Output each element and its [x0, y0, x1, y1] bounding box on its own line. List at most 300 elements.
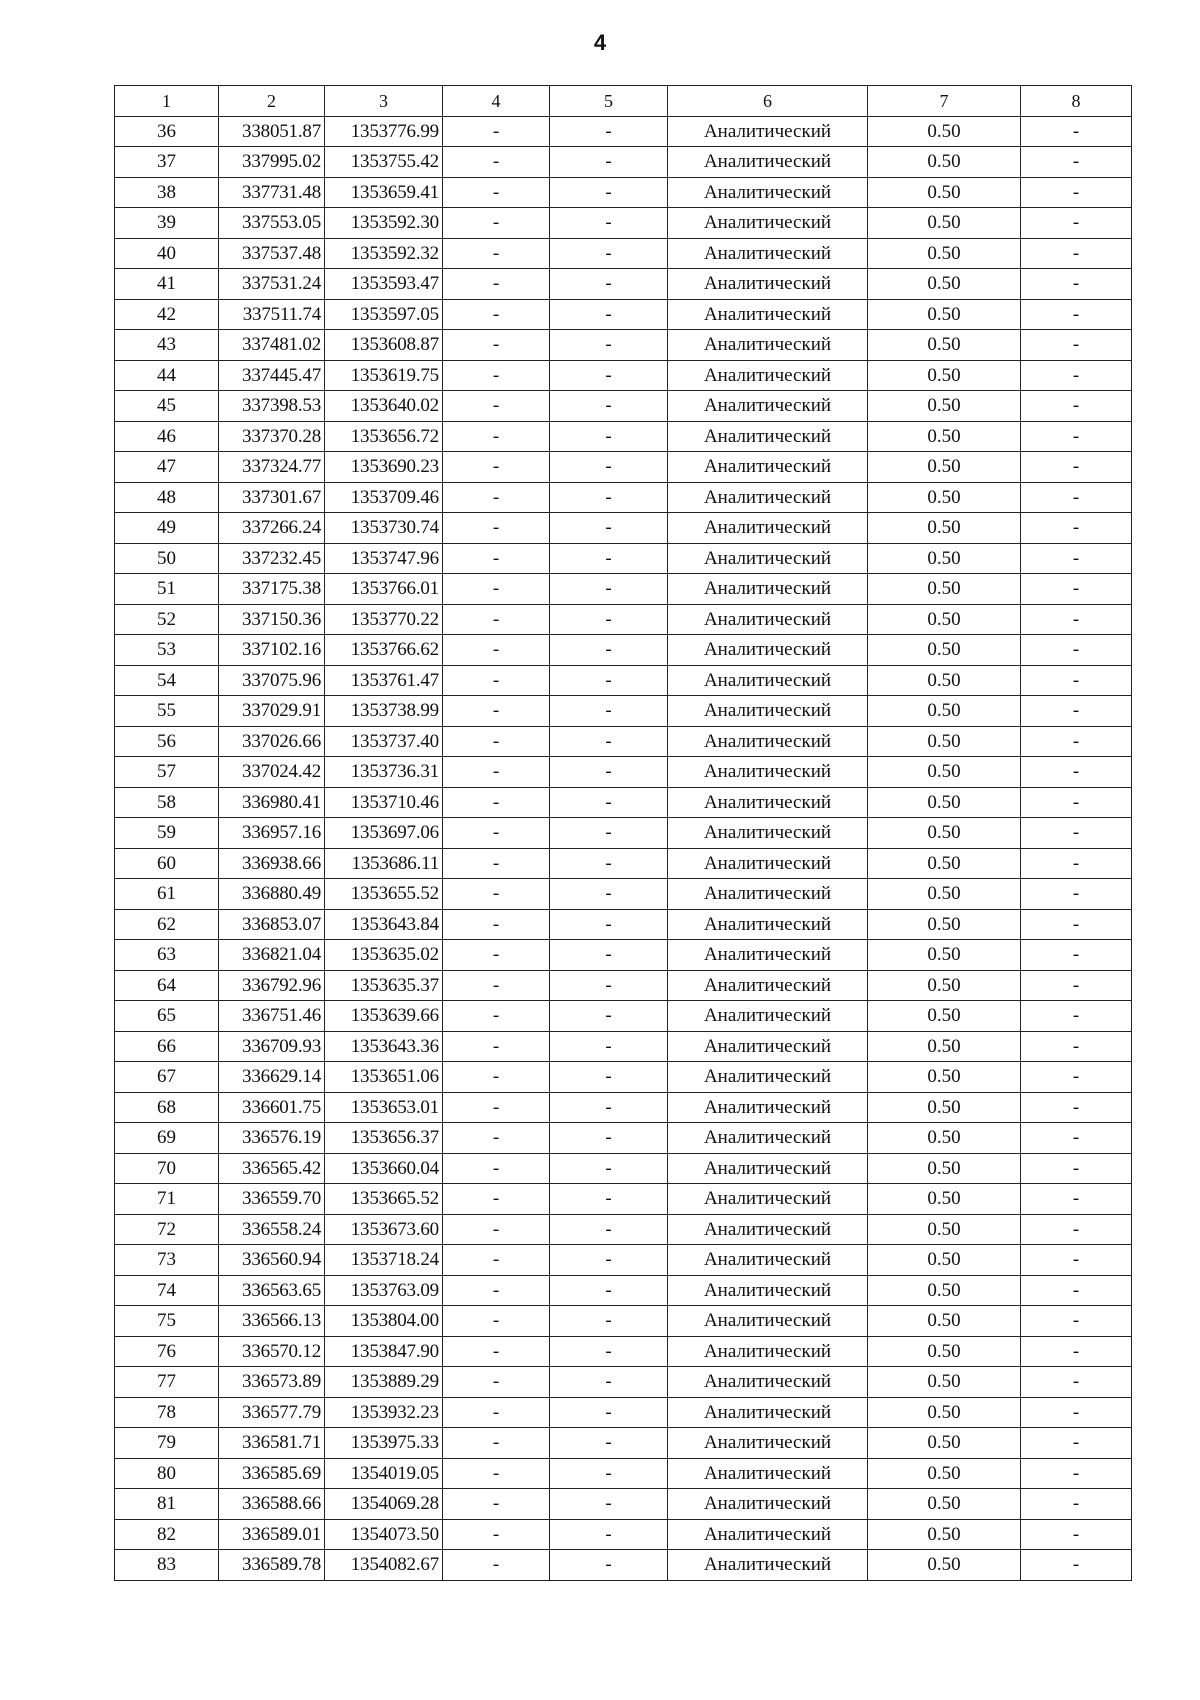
accuracy-cell: 0.50	[868, 1367, 1021, 1398]
column-5-cell: -	[550, 1092, 668, 1123]
method-cell: Аналитический	[668, 726, 868, 757]
table-row	[115, 635, 1132, 666]
x-coordinate-cell: 337537.48	[219, 238, 325, 269]
x-coordinate-cell: 336589.78	[219, 1550, 325, 1581]
column-8-cell: -	[1021, 421, 1132, 452]
column-8-cell: -	[1021, 848, 1132, 879]
table-row	[115, 482, 1132, 513]
point-number-cell: 57	[115, 757, 219, 788]
y-coordinate-cell: 1353686.11	[325, 848, 443, 879]
table-row	[115, 1153, 1132, 1184]
method-cell: Аналитический	[668, 970, 868, 1001]
y-coordinate-cell: 1353640.02	[325, 391, 443, 422]
table-row	[115, 147, 1132, 178]
column-8-cell: -	[1021, 269, 1132, 300]
table-row	[115, 1001, 1132, 1032]
x-coordinate-cell: 336588.66	[219, 1489, 325, 1520]
y-coordinate-cell: 1353889.29	[325, 1367, 443, 1398]
accuracy-cell: 0.50	[868, 1275, 1021, 1306]
accuracy-cell: 0.50	[868, 1092, 1021, 1123]
accuracy-cell: 0.50	[868, 1214, 1021, 1245]
column-8-cell: -	[1021, 360, 1132, 391]
method-cell: Аналитический	[668, 1184, 868, 1215]
point-number-cell: 61	[115, 879, 219, 910]
column-4-cell: -	[443, 543, 550, 574]
column-8-cell: -	[1021, 574, 1132, 605]
column-8-cell: -	[1021, 665, 1132, 696]
column-8-cell: -	[1021, 147, 1132, 178]
column-4-cell: -	[443, 1153, 550, 1184]
accuracy-cell: 0.50	[868, 452, 1021, 483]
column-8-cell: -	[1021, 696, 1132, 727]
x-coordinate-cell: 336880.49	[219, 879, 325, 910]
column-5-cell: -	[550, 574, 668, 605]
table-row	[115, 1489, 1132, 1520]
x-coordinate-cell: 337024.42	[219, 757, 325, 788]
table-row	[115, 1306, 1132, 1337]
column-4-cell: -	[443, 1489, 550, 1520]
column-5-cell: -	[550, 360, 668, 391]
x-coordinate-cell: 336980.41	[219, 787, 325, 818]
method-cell: Аналитический	[668, 1336, 868, 1367]
column-8-cell: -	[1021, 452, 1132, 483]
column-header: 1	[115, 86, 219, 117]
point-number-cell: 53	[115, 635, 219, 666]
y-coordinate-cell: 1353651.06	[325, 1062, 443, 1093]
accuracy-cell: 0.50	[868, 665, 1021, 696]
column-5-cell: -	[550, 1184, 668, 1215]
column-5-cell: -	[550, 299, 668, 330]
x-coordinate-cell: 336792.96	[219, 970, 325, 1001]
accuracy-cell: 0.50	[868, 726, 1021, 757]
y-coordinate-cell: 1353656.72	[325, 421, 443, 452]
point-number-cell: 74	[115, 1275, 219, 1306]
y-coordinate-cell: 1353730.74	[325, 513, 443, 544]
column-5-cell: -	[550, 1214, 668, 1245]
column-4-cell: -	[443, 1458, 550, 1489]
accuracy-cell: 0.50	[868, 116, 1021, 147]
column-5-cell: -	[550, 696, 668, 727]
column-4-cell: -	[443, 787, 550, 818]
column-8-cell: -	[1021, 1367, 1132, 1398]
column-8-cell: -	[1021, 177, 1132, 208]
column-5-cell: -	[550, 1306, 668, 1337]
y-coordinate-cell: 1353653.01	[325, 1092, 443, 1123]
y-coordinate-cell: 1353592.30	[325, 208, 443, 239]
column-5-cell: -	[550, 1489, 668, 1520]
column-5-cell: -	[550, 665, 668, 696]
point-number-cell: 39	[115, 208, 219, 239]
table-row	[115, 696, 1132, 727]
accuracy-cell: 0.50	[868, 1519, 1021, 1550]
x-coordinate-cell: 337266.24	[219, 513, 325, 544]
column-4-cell: -	[443, 177, 550, 208]
x-coordinate-cell: 336957.16	[219, 818, 325, 849]
column-4-cell: -	[443, 1031, 550, 1062]
y-coordinate-cell: 1353847.90	[325, 1336, 443, 1367]
method-cell: Аналитический	[668, 1214, 868, 1245]
column-5-cell: -	[550, 818, 668, 849]
column-header: 8	[1021, 86, 1132, 117]
column-8-cell: -	[1021, 299, 1132, 330]
column-8-cell: -	[1021, 1245, 1132, 1276]
column-5-cell: -	[550, 1336, 668, 1367]
column-5-cell: -	[550, 757, 668, 788]
column-5-cell: -	[550, 1367, 668, 1398]
point-number-cell: 83	[115, 1550, 219, 1581]
column-5-cell: -	[550, 1519, 668, 1550]
column-header: 7	[868, 86, 1021, 117]
column-8-cell: -	[1021, 757, 1132, 788]
point-number-cell: 68	[115, 1092, 219, 1123]
method-cell: Аналитический	[668, 1367, 868, 1398]
y-coordinate-cell: 1353932.23	[325, 1397, 443, 1428]
table-row	[115, 269, 1132, 300]
table-row	[115, 757, 1132, 788]
x-coordinate-cell: 336601.75	[219, 1092, 325, 1123]
point-number-cell: 59	[115, 818, 219, 849]
table-body	[115, 116, 1132, 1580]
column-8-cell: -	[1021, 1275, 1132, 1306]
column-4-cell: -	[443, 1123, 550, 1154]
point-number-cell: 80	[115, 1458, 219, 1489]
column-8-cell: -	[1021, 482, 1132, 513]
y-coordinate-cell: 1353643.36	[325, 1031, 443, 1062]
method-cell: Аналитический	[668, 177, 868, 208]
column-8-cell: -	[1021, 208, 1132, 239]
method-cell: Аналитический	[668, 604, 868, 635]
x-coordinate-cell: 336821.04	[219, 940, 325, 971]
column-5-cell: -	[550, 482, 668, 513]
accuracy-cell: 0.50	[868, 1428, 1021, 1459]
column-4-cell: -	[443, 1214, 550, 1245]
y-coordinate-cell: 1353718.24	[325, 1245, 443, 1276]
accuracy-cell: 0.50	[868, 421, 1021, 452]
column-4-cell: -	[443, 269, 550, 300]
x-coordinate-cell: 336589.01	[219, 1519, 325, 1550]
column-8-cell: -	[1021, 1550, 1132, 1581]
column-5-cell: -	[550, 208, 668, 239]
y-coordinate-cell: 1353766.62	[325, 635, 443, 666]
x-coordinate-cell: 337370.28	[219, 421, 325, 452]
column-5-cell: -	[550, 1031, 668, 1062]
point-number-cell: 82	[115, 1519, 219, 1550]
column-8-cell: -	[1021, 1184, 1132, 1215]
column-8-cell: -	[1021, 238, 1132, 269]
column-5-cell: -	[550, 177, 668, 208]
method-cell: Аналитический	[668, 696, 868, 727]
column-8-cell: -	[1021, 543, 1132, 574]
point-number-cell: 79	[115, 1428, 219, 1459]
column-5-cell: -	[550, 604, 668, 635]
method-cell: Аналитический	[668, 848, 868, 879]
table-header-row	[115, 86, 1132, 117]
method-cell: Аналитический	[668, 543, 868, 574]
table-row	[115, 787, 1132, 818]
accuracy-cell: 0.50	[868, 177, 1021, 208]
y-coordinate-cell: 1353643.84	[325, 909, 443, 940]
method-cell: Аналитический	[668, 879, 868, 910]
column-5-cell: -	[550, 1123, 668, 1154]
accuracy-cell: 0.50	[868, 330, 1021, 361]
column-4-cell: -	[443, 1550, 550, 1581]
column-5-cell: -	[550, 421, 668, 452]
point-number-cell: 43	[115, 330, 219, 361]
accuracy-cell: 0.50	[868, 574, 1021, 605]
column-4-cell: -	[443, 238, 550, 269]
accuracy-cell: 0.50	[868, 1458, 1021, 1489]
y-coordinate-cell: 1353755.42	[325, 147, 443, 178]
column-5-cell: -	[550, 1550, 668, 1581]
x-coordinate-cell: 336559.70	[219, 1184, 325, 1215]
x-coordinate-cell: 336585.69	[219, 1458, 325, 1489]
column-8-cell: -	[1021, 1123, 1132, 1154]
method-cell: Аналитический	[668, 818, 868, 849]
x-coordinate-cell: 338051.87	[219, 116, 325, 147]
table-row	[115, 452, 1132, 483]
column-8-cell: -	[1021, 1397, 1132, 1428]
accuracy-cell: 0.50	[868, 696, 1021, 727]
column-4-cell: -	[443, 909, 550, 940]
point-number-cell: 58	[115, 787, 219, 818]
table-row	[115, 391, 1132, 422]
column-4-cell: -	[443, 1184, 550, 1215]
column-4-cell: -	[443, 330, 550, 361]
x-coordinate-cell: 337531.24	[219, 269, 325, 300]
table-row	[115, 848, 1132, 879]
column-8-cell: -	[1021, 1428, 1132, 1459]
column-8-cell: -	[1021, 1489, 1132, 1520]
column-8-cell: -	[1021, 1336, 1132, 1367]
accuracy-cell: 0.50	[868, 1550, 1021, 1581]
y-coordinate-cell: 1353709.46	[325, 482, 443, 513]
method-cell: Аналитический	[668, 482, 868, 513]
column-8-cell: -	[1021, 726, 1132, 757]
y-coordinate-cell: 1353673.60	[325, 1214, 443, 1245]
column-8-cell: -	[1021, 1062, 1132, 1093]
table-row	[115, 1550, 1132, 1581]
table-row	[115, 299, 1132, 330]
x-coordinate-cell: 336570.12	[219, 1336, 325, 1367]
table-row	[115, 909, 1132, 940]
point-number-cell: 50	[115, 543, 219, 574]
accuracy-cell: 0.50	[868, 1184, 1021, 1215]
accuracy-cell: 0.50	[868, 940, 1021, 971]
point-number-cell: 64	[115, 970, 219, 1001]
column-4-cell: -	[443, 1428, 550, 1459]
y-coordinate-cell: 1353737.40	[325, 726, 443, 757]
y-coordinate-cell: 1353690.23	[325, 452, 443, 483]
method-cell: Аналитический	[668, 1428, 868, 1459]
column-4-cell: -	[443, 391, 550, 422]
column-4-cell: -	[443, 635, 550, 666]
point-number-cell: 71	[115, 1184, 219, 1215]
column-5-cell: -	[550, 330, 668, 361]
x-coordinate-cell: 337398.53	[219, 391, 325, 422]
column-8-cell: -	[1021, 909, 1132, 940]
method-cell: Аналитический	[668, 757, 868, 788]
x-coordinate-cell: 337075.96	[219, 665, 325, 696]
y-coordinate-cell: 1353619.75	[325, 360, 443, 391]
y-coordinate-cell: 1354019.05	[325, 1458, 443, 1489]
column-4-cell: -	[443, 147, 550, 178]
x-coordinate-cell: 337553.05	[219, 208, 325, 239]
table-row	[115, 1031, 1132, 1062]
y-coordinate-cell: 1353659.41	[325, 177, 443, 208]
coordinates-table	[114, 85, 1132, 1581]
table-row	[115, 1397, 1132, 1428]
column-5-cell: -	[550, 238, 668, 269]
column-4-cell: -	[443, 1062, 550, 1093]
x-coordinate-cell: 337232.45	[219, 543, 325, 574]
point-number-cell: 55	[115, 696, 219, 727]
column-header: 3	[325, 86, 443, 117]
y-coordinate-cell: 1353747.96	[325, 543, 443, 574]
method-cell: Аналитический	[668, 1092, 868, 1123]
table-row	[115, 726, 1132, 757]
method-cell: Аналитический	[668, 1519, 868, 1550]
accuracy-cell: 0.50	[868, 147, 1021, 178]
x-coordinate-cell: 336560.94	[219, 1245, 325, 1276]
point-number-cell: 38	[115, 177, 219, 208]
x-coordinate-cell: 337511.74	[219, 299, 325, 330]
y-coordinate-cell: 1353635.37	[325, 970, 443, 1001]
y-coordinate-cell: 1353761.47	[325, 665, 443, 696]
y-coordinate-cell: 1354082.67	[325, 1550, 443, 1581]
y-coordinate-cell: 1353776.99	[325, 116, 443, 147]
column-5-cell: -	[550, 726, 668, 757]
point-number-cell: 75	[115, 1306, 219, 1337]
column-5-cell: -	[550, 1001, 668, 1032]
method-cell: Аналитический	[668, 574, 868, 605]
table-row	[115, 1184, 1132, 1215]
column-8-cell: -	[1021, 940, 1132, 971]
x-coordinate-cell: 336573.89	[219, 1367, 325, 1398]
column-4-cell: -	[443, 1367, 550, 1398]
y-coordinate-cell: 1353975.33	[325, 1428, 443, 1459]
x-coordinate-cell: 336938.66	[219, 848, 325, 879]
x-coordinate-cell: 337324.77	[219, 452, 325, 483]
method-cell: Аналитический	[668, 1458, 868, 1489]
x-coordinate-cell: 336565.42	[219, 1153, 325, 1184]
table-row	[115, 604, 1132, 635]
accuracy-cell: 0.50	[868, 879, 1021, 910]
table-row	[115, 360, 1132, 391]
method-cell: Аналитический	[668, 391, 868, 422]
table-row	[115, 421, 1132, 452]
table-row	[115, 1428, 1132, 1459]
column-8-cell: -	[1021, 1001, 1132, 1032]
method-cell: Аналитический	[668, 635, 868, 666]
method-cell: Аналитический	[668, 452, 868, 483]
column-5-cell: -	[550, 147, 668, 178]
column-header: 6	[668, 86, 868, 117]
accuracy-cell: 0.50	[868, 818, 1021, 849]
point-number-cell: 54	[115, 665, 219, 696]
column-8-cell: -	[1021, 879, 1132, 910]
method-cell: Аналитический	[668, 238, 868, 269]
y-coordinate-cell: 1353738.99	[325, 696, 443, 727]
column-5-cell: -	[550, 269, 668, 300]
x-coordinate-cell: 337481.02	[219, 330, 325, 361]
y-coordinate-cell: 1353593.47	[325, 269, 443, 300]
accuracy-cell: 0.50	[868, 1336, 1021, 1367]
method-cell: Аналитический	[668, 360, 868, 391]
column-4-cell: -	[443, 574, 550, 605]
x-coordinate-cell: 337029.91	[219, 696, 325, 727]
column-5-cell: -	[550, 848, 668, 879]
column-4-cell: -	[443, 665, 550, 696]
table-row	[115, 665, 1132, 696]
accuracy-cell: 0.50	[868, 604, 1021, 635]
column-4-cell: -	[443, 1397, 550, 1428]
x-coordinate-cell: 337102.16	[219, 635, 325, 666]
column-8-cell: -	[1021, 1214, 1132, 1245]
point-number-cell: 46	[115, 421, 219, 452]
column-4-cell: -	[443, 360, 550, 391]
column-8-cell: -	[1021, 604, 1132, 635]
point-number-cell: 60	[115, 848, 219, 879]
point-number-cell: 73	[115, 1245, 219, 1276]
point-number-cell: 36	[115, 116, 219, 147]
accuracy-cell: 0.50	[868, 1397, 1021, 1428]
column-5-cell: -	[550, 1458, 668, 1489]
point-number-cell: 56	[115, 726, 219, 757]
method-cell: Аналитический	[668, 1062, 868, 1093]
column-8-cell: -	[1021, 1092, 1132, 1123]
column-4-cell: -	[443, 848, 550, 879]
table-row	[115, 1062, 1132, 1093]
accuracy-cell: 0.50	[868, 391, 1021, 422]
method-cell: Аналитический	[668, 513, 868, 544]
point-number-cell: 45	[115, 391, 219, 422]
table-row	[115, 1458, 1132, 1489]
y-coordinate-cell: 1353635.02	[325, 940, 443, 971]
method-cell: Аналитический	[668, 1031, 868, 1062]
accuracy-cell: 0.50	[868, 970, 1021, 1001]
table-row	[115, 1336, 1132, 1367]
point-number-cell: 81	[115, 1489, 219, 1520]
column-5-cell: -	[550, 543, 668, 574]
point-number-cell: 41	[115, 269, 219, 300]
y-coordinate-cell: 1353710.46	[325, 787, 443, 818]
x-coordinate-cell: 336709.93	[219, 1031, 325, 1062]
accuracy-cell: 0.50	[868, 513, 1021, 544]
method-cell: Аналитический	[668, 330, 868, 361]
column-header: 2	[219, 86, 325, 117]
column-8-cell: -	[1021, 1153, 1132, 1184]
column-5-cell: -	[550, 513, 668, 544]
column-5-cell: -	[550, 879, 668, 910]
point-number-cell: 72	[115, 1214, 219, 1245]
column-4-cell: -	[443, 421, 550, 452]
column-5-cell: -	[550, 940, 668, 971]
table-row	[115, 238, 1132, 269]
table-row	[115, 879, 1132, 910]
y-coordinate-cell: 1353697.06	[325, 818, 443, 849]
accuracy-cell: 0.50	[868, 238, 1021, 269]
accuracy-cell: 0.50	[868, 360, 1021, 391]
accuracy-cell: 0.50	[868, 787, 1021, 818]
table-row	[115, 574, 1132, 605]
x-coordinate-cell: 336629.14	[219, 1062, 325, 1093]
column-8-cell: -	[1021, 787, 1132, 818]
y-coordinate-cell: 1353655.52	[325, 879, 443, 910]
column-8-cell: -	[1021, 513, 1132, 544]
table-row	[115, 177, 1132, 208]
point-number-cell: 44	[115, 360, 219, 391]
method-cell: Аналитический	[668, 299, 868, 330]
